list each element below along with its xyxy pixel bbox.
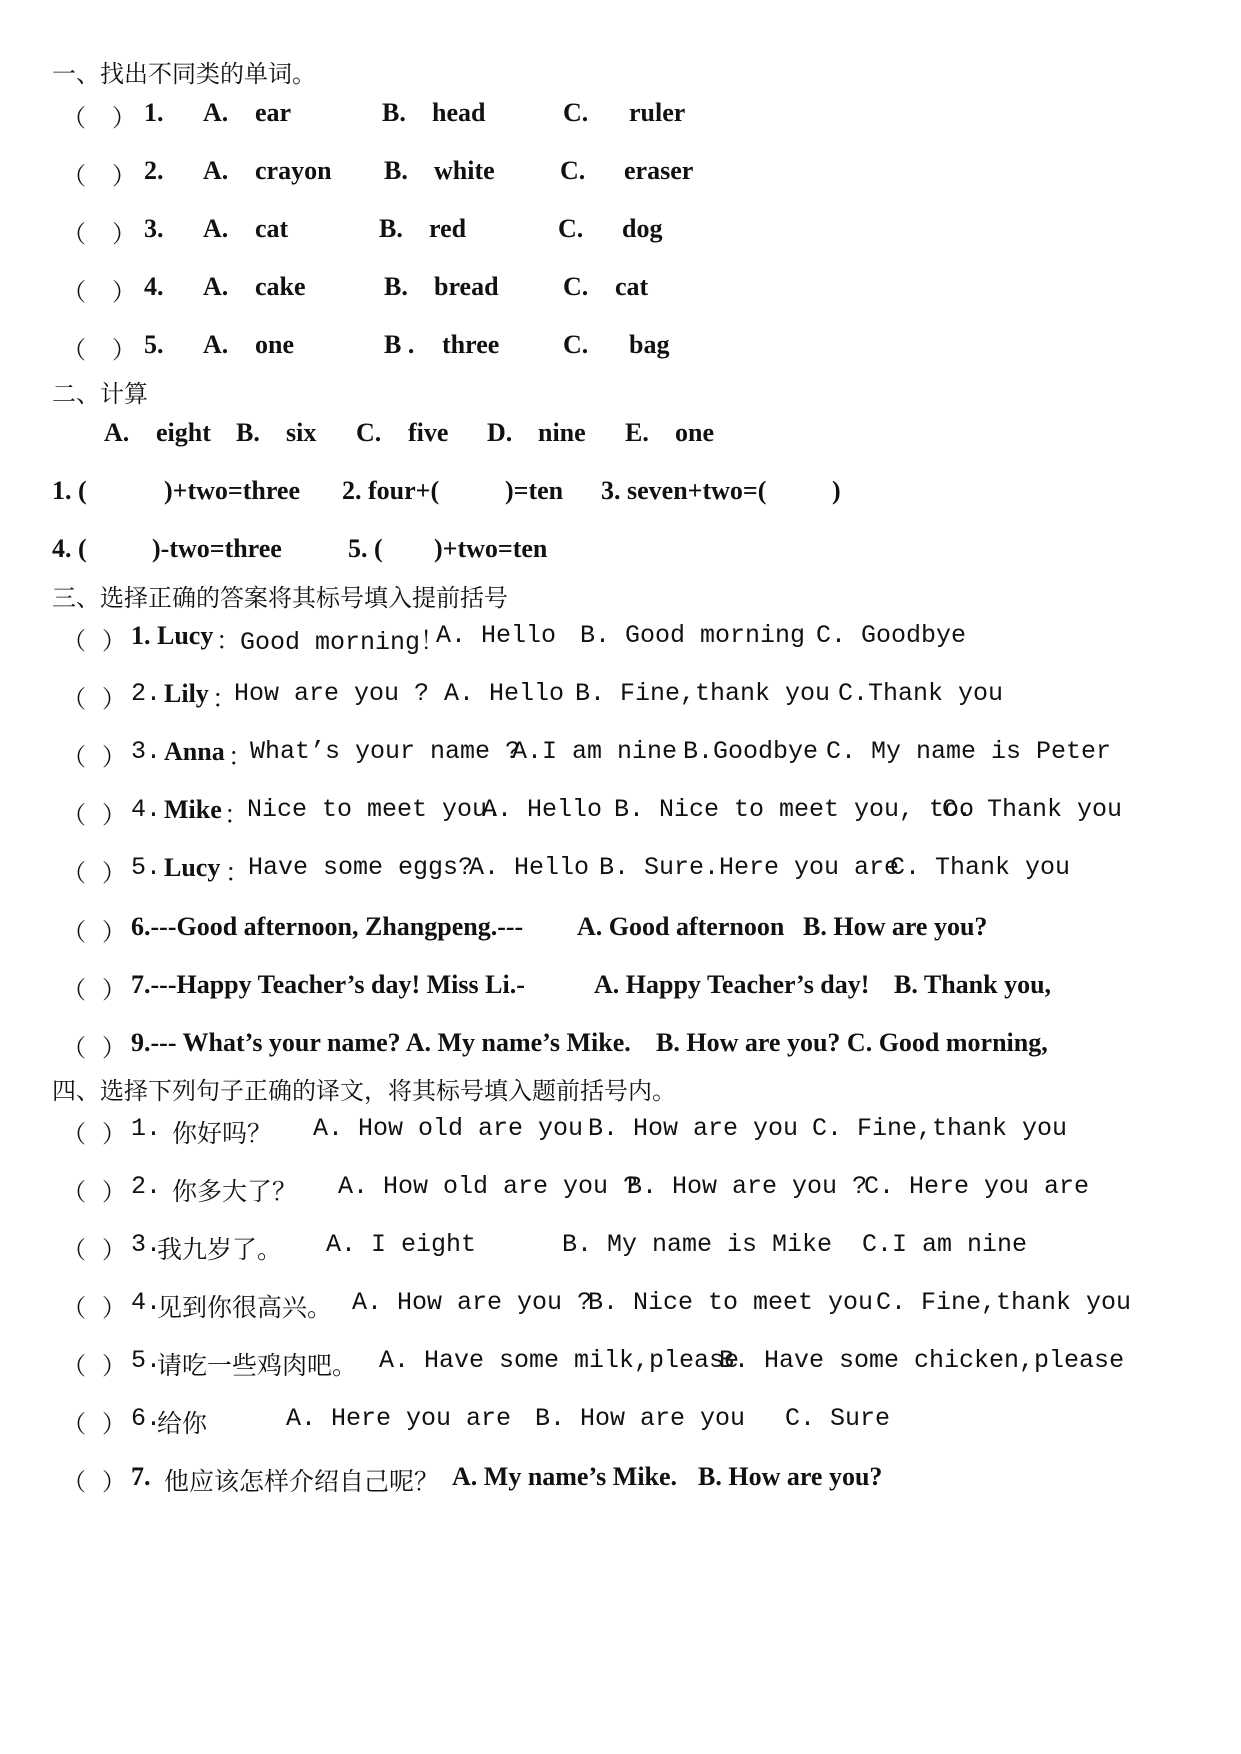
answer-paren-open: （ [62, 627, 86, 655]
answer-paren-open: （ [62, 336, 86, 364]
option-b: B. How are you? [803, 912, 988, 941]
answer-paren-close: ） [112, 336, 136, 364]
option-c: C. Thank you [942, 795, 1123, 824]
speaker-colon: ： [212, 684, 238, 713]
option-a: A. Happy Teacher’s day! [594, 970, 870, 999]
question-number: 3. [131, 1230, 162, 1259]
option-b-label: B. [382, 98, 406, 127]
equation-4-end: )-two=three [152, 534, 282, 563]
equation-3-start: 3. seven+two=( [601, 476, 767, 505]
answer-paren-open: （ [62, 1468, 86, 1496]
option-b: B. How are you? [698, 1462, 883, 1491]
option-a: A. Hello [482, 795, 603, 824]
answer-paren-close: ） [102, 685, 126, 713]
answer-paren-close: ） [102, 1352, 126, 1380]
answer-paren-close: ） [112, 104, 136, 132]
option-c-word: ruler [629, 98, 686, 127]
option-c: C. Here you are [864, 1172, 1090, 1201]
speaker-colon: ： [225, 858, 251, 887]
speaker-colon: ： [228, 742, 254, 771]
speaker-name: Mike [164, 795, 222, 824]
answer-paren-close: ） [102, 859, 126, 887]
answer-paren-close: ） [102, 801, 126, 829]
chinese-sentence: 我九岁了。 [157, 1235, 283, 1264]
option-b: B. How are you [535, 1404, 746, 1433]
option-b-label: B. [384, 156, 408, 185]
answer-paren-open: （ [62, 1352, 86, 1380]
question-number: 1. [131, 621, 151, 650]
equation-1-start: 1. ( [52, 476, 87, 505]
option-c-label: C. [558, 214, 584, 243]
option-c-word: cat [615, 272, 649, 301]
equation-2-end: )=ten [505, 476, 564, 505]
choice-b-label: B. [236, 418, 260, 447]
question-number: 5. [131, 1346, 162, 1375]
option-a-label: A. [203, 330, 229, 359]
dialogue-prompt: 9.--- What’s your name? A. My name’s Mike. [131, 1028, 631, 1057]
option-c: C. Sure [785, 1404, 891, 1433]
option-a: A. Here you are [286, 1404, 512, 1433]
equation-1-end: )+two=three [164, 476, 300, 505]
question-number: 6. [131, 1404, 162, 1433]
speaker-colon: ： [224, 800, 250, 829]
option-c: C. My name is Peter [826, 737, 1112, 766]
option-b-word: bread [434, 272, 499, 301]
option-c-label: C. [563, 98, 589, 127]
question-number: 1. [131, 1114, 162, 1143]
option-a-word: ear [255, 98, 292, 127]
option-c-word: dog [622, 214, 663, 243]
option-a-label: A. [203, 156, 229, 185]
answer-paren-close: ） [102, 1120, 126, 1148]
option-a-word: cake [255, 272, 306, 301]
answer-paren-open: （ [62, 1034, 86, 1062]
choice-c-label: C. [356, 418, 382, 447]
equation-3-end: ) [832, 476, 841, 505]
option-a: A. How old are you [313, 1114, 584, 1143]
answer-paren-open: （ [62, 743, 86, 771]
answer-paren-close: ） [102, 1294, 126, 1322]
chinese-sentence: 他应该怎样介绍自己呢？ [164, 1467, 440, 1496]
option-a: A. How are you ? [352, 1288, 593, 1317]
option-c: C. Fine,thank you [876, 1288, 1132, 1317]
chinese-sentence: 给你 [157, 1409, 208, 1438]
answer-paren-close: ） [102, 743, 126, 771]
answer-paren-open: （ [62, 104, 86, 132]
prompt-sentence: Have some eggs? [248, 853, 474, 882]
choice-d-word: nine [538, 418, 586, 447]
option-b-word: three [442, 330, 500, 359]
answer-paren-open: （ [62, 1236, 86, 1264]
answer-paren-open: （ [62, 976, 86, 1004]
choice-e-word: one [675, 418, 714, 447]
section4-title: 四、选择下列句子正确的译文，将其标号填入题前括号内。 [52, 1077, 676, 1105]
speaker-name: Anna [164, 737, 225, 766]
option-b: B. My name is Mike [562, 1230, 833, 1259]
option-a-label: A. [203, 272, 229, 301]
option-a-label: A. [203, 98, 229, 127]
answer-paren-open: （ [62, 1120, 86, 1148]
question-number: 2. [131, 1172, 162, 1201]
option-a-word: cat [255, 214, 289, 243]
option-a: A. Hello [469, 853, 590, 882]
prompt-sentence: What’s your name ? [250, 737, 521, 766]
question-number: 2. [131, 679, 162, 708]
answer-paren-open: （ [62, 1410, 86, 1438]
question-number: 4. [131, 795, 162, 824]
option-b-word: red [429, 214, 467, 243]
option-b-word: white [434, 156, 495, 185]
section2-title: 二、计算 [52, 380, 148, 408]
option-a: A. How old are you ? [338, 1172, 639, 1201]
answer-paren-open: （ [62, 1294, 86, 1322]
choice-a-label: A. [104, 418, 130, 447]
option-b: B. Good morning [580, 621, 806, 650]
option-b-label: B. [384, 272, 408, 301]
option-b-label: B. [379, 214, 403, 243]
option-b: B. Have some chicken,please [719, 1346, 1125, 1375]
option-b: B. Sure.Here you are [599, 853, 900, 882]
option-b: B. Thank you, [894, 970, 1052, 999]
answer-paren-open: （ [62, 918, 86, 946]
speaker-name: Lucy [164, 853, 221, 882]
option-c-label: C. [563, 330, 589, 359]
option-a: A. My name’s Mike. [452, 1462, 678, 1491]
option-a: A. Good afternoon [577, 912, 785, 941]
question-number: 5. [131, 853, 162, 882]
choice-c-word: five [408, 418, 449, 447]
chinese-sentence: 你多大了？ [172, 1177, 298, 1206]
equation-4-start: 4. ( [52, 534, 87, 563]
option-b-label: B . [384, 330, 415, 359]
answer-paren-close: ） [112, 162, 136, 190]
question-number: 3. [144, 214, 164, 243]
question-number: 3. [131, 737, 162, 766]
question-number: 4. [144, 272, 164, 301]
speaker-name: Lily [164, 679, 209, 708]
option-c-label: C. [560, 156, 586, 185]
question-number: 7. [131, 1462, 151, 1491]
section3-title: 三、选择正确的答案将其标号填入提前括号 [52, 584, 508, 612]
option-a: A. Have some milk,please [379, 1346, 740, 1375]
option-c: C. Thank you [890, 853, 1071, 882]
answer-paren-open: （ [62, 162, 86, 190]
option-c: C.I am nine [862, 1230, 1028, 1259]
option-c: C. Goodbye [816, 621, 967, 650]
answer-paren-close: ） [112, 220, 136, 248]
answer-paren-close: ） [102, 976, 126, 1004]
option-a: A. Hello [436, 621, 557, 650]
answer-paren-close: ） [102, 1178, 126, 1206]
option-a-label: A. [203, 214, 229, 243]
question-number: 4. [131, 1288, 162, 1317]
option-c: C.Thank you [838, 679, 1004, 708]
choice-a-word: eight [156, 418, 211, 447]
choice-e-label: E. [625, 418, 649, 447]
equation-5-start: 5. ( [348, 534, 383, 563]
chinese-sentence: 你好吗？ [172, 1119, 273, 1148]
option-c-word: bag [629, 330, 670, 359]
answer-paren-close: ） [102, 1410, 126, 1438]
chinese-sentence: 请吃一些鸡肉吧。 [157, 1351, 358, 1380]
prompt-sentence: How are you ? [234, 679, 430, 708]
question-number: 2. [144, 156, 164, 185]
speaker-colon: ： [216, 626, 242, 655]
option-a: A.I am nine [512, 737, 678, 766]
prompt-sentence: Good morning！ [240, 628, 446, 657]
option-a-word: crayon [255, 156, 332, 185]
answer-paren-open: （ [62, 859, 86, 887]
answer-paren-close: ） [102, 1034, 126, 1062]
answer-paren-open: （ [62, 685, 86, 713]
answer-paren-close: ） [112, 278, 136, 306]
option-b: B. How are you [588, 1114, 799, 1143]
chinese-sentence: 见到你很高兴。 [157, 1293, 333, 1322]
equation-2-start: 2. four+( [342, 476, 440, 505]
answer-paren-close: ） [102, 1468, 126, 1496]
option-b: B. Fine,thank you [575, 679, 831, 708]
choice-d-label: D. [487, 418, 513, 447]
option-b: B. Nice to meet you [588, 1288, 874, 1317]
option-c: C. Fine,thank you [812, 1114, 1068, 1143]
answer-paren-close: ） [102, 627, 126, 655]
option-b: B. Nice to meet you, too [614, 795, 975, 824]
option-a-word: one [255, 330, 294, 359]
equation-5-end: )+two=ten [434, 534, 548, 563]
option-a: A. I eight [326, 1230, 477, 1259]
options-b-c: B. How are you? C. Good morning, [656, 1028, 1048, 1057]
option-b-word: head [432, 98, 486, 127]
question-number: 5. [144, 330, 164, 359]
option-c-word: eraser [624, 156, 694, 185]
dialogue-prompt: 6.---Good afternoon, Zhangpeng.--- [131, 912, 524, 941]
answer-paren-open: （ [62, 220, 86, 248]
question-number: 1. [144, 98, 164, 127]
answer-paren-open: （ [62, 278, 86, 306]
answer-paren-open: （ [62, 801, 86, 829]
option-c-label: C. [563, 272, 589, 301]
answer-paren-close: ） [102, 918, 126, 946]
choice-b-word: six [286, 418, 317, 447]
option-a: A. Hello [444, 679, 565, 708]
section1-title: 一、找出不同类的单词。 [52, 60, 316, 88]
option-b: B. How are you ? [627, 1172, 868, 1201]
answer-paren-close: ） [102, 1236, 126, 1264]
dialogue-prompt: 7.---Happy Teacher’s day! Miss Li.- [131, 970, 525, 999]
prompt-sentence: Nice to meet you. [247, 795, 503, 824]
answer-paren-open: （ [62, 1178, 86, 1206]
speaker-name: Lucy [157, 621, 214, 650]
option-b: B.Goodbye [683, 737, 819, 766]
